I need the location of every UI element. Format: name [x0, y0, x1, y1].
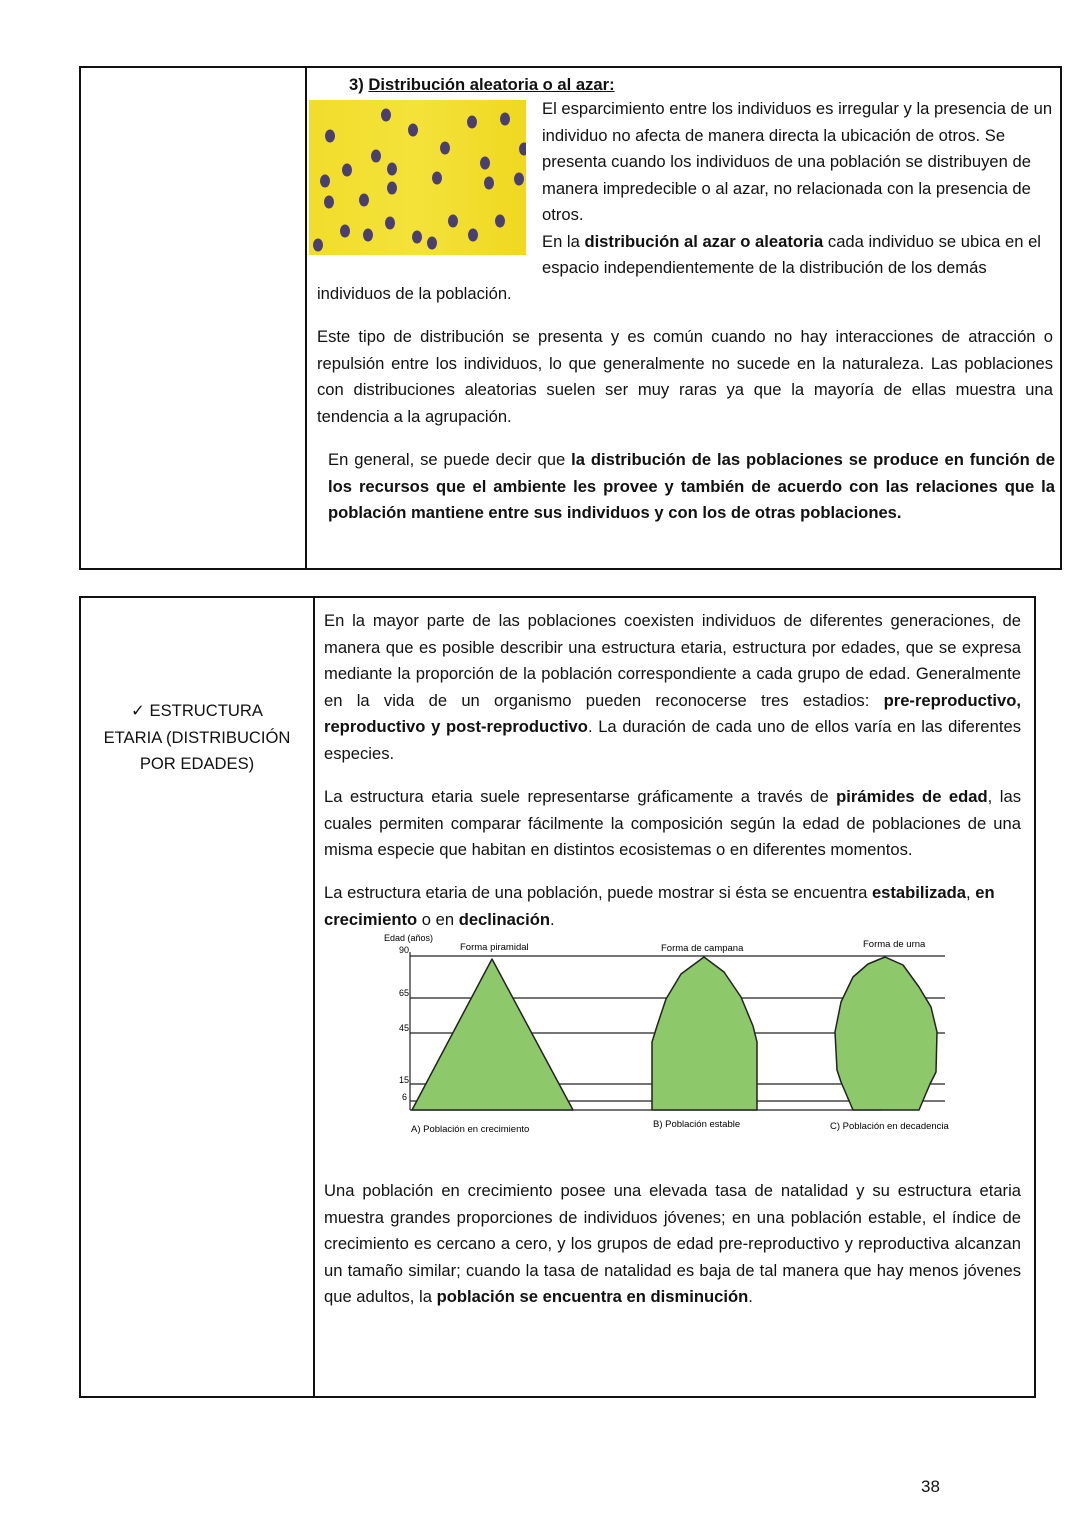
- age-pyramids-diagram: [379, 928, 969, 1138]
- dot: [480, 157, 490, 170]
- tick-45: 45: [399, 1023, 410, 1033]
- dot: [519, 143, 526, 156]
- table-right-cell: [307, 68, 1060, 568]
- paragraph: Este tipo de distribución se presenta y es común cuando no hay interacciones de atracción o repulsión entre los individuos, lo que generalmente no sucede en la naturaleza. Las poblaciones con distribuciones aleatorias suelen ser muy raras ya que la mayoría de ellas muestra una tendencia a la agrupación.: [317, 327, 1053, 426]
- section-label: ✓ ESTRUCTURA ETARIA (DISTRIBUCIÓN POR EDADES): [103, 701, 291, 773]
- dot: [387, 182, 397, 195]
- dot: [448, 215, 458, 228]
- dot: [371, 150, 381, 163]
- paragraph: En la mayor parte de las poblaciones coexisten individuos de diferentes generaciones, de manera que es posible describir una estructura etaria, estructura por edades, que se expresa mediante la proporción de la población correspondiente a cada grupo de edad. Generalmente en la vida de un organismo pueden reconocerse tres estadios: pre-reproductivo, reproductivo y post-reproductivo. La duración de cada uno de ellos varía en las diferentes especies.: [324, 611, 1022, 763]
- paragraph: Una población en crecimiento posee una elevada tasa de natalidad y su estructura etaria muestra grandes proporciones de individuos jóvenes; en una población estable, el índice de crecimiento es cercano a cero, y los grupos de edad pre-reproductivo y reproductiva alcanzan un tamaño similar; cuando la tasa de natalidad es baja de tal manera que hay menos jóvenes que adultos, la población se encuentra en disminución.: [324, 1181, 1021, 1306]
- table-age-structure: [79, 596, 1036, 1398]
- table-random-distribution: [79, 66, 1062, 570]
- tick-6: 6: [402, 1092, 408, 1102]
- dot: [387, 163, 397, 176]
- tick-65: 65: [399, 988, 410, 998]
- pyramid-shape: [412, 959, 573, 1110]
- paragraph: La estructura etaria de una población, puede mostrar si ésta se encuentra estabilizada, en crecimiento o en declinación.: [324, 883, 995, 929]
- page-number: 38: [921, 1477, 940, 1496]
- dots-illustration: [309, 100, 526, 255]
- dot: [484, 177, 494, 190]
- dot: [427, 237, 437, 250]
- dot: [381, 109, 391, 122]
- dot: [325, 130, 335, 143]
- dot: [324, 196, 334, 209]
- paragraph: El esparcimiento entre los individuos es irregular y la presencia de un individuo no afecta de manera directa la ubicación de otros. Se presenta cuando los individuos de una población se distribuyen de manera impredecible o al azar, no relacionada con la presencia de otros.: [542, 99, 1053, 224]
- paragraph: En la distribución al azar o aleatoria cada individuo se ubica en el espacio independientemente de la distribución de los demás: [542, 231, 1041, 277]
- shape-caption: A) Población en crecimiento: [411, 1124, 530, 1135]
- dot: [408, 124, 418, 137]
- dot: [467, 116, 477, 129]
- dot: [432, 172, 442, 185]
- summary-paragraph: En general, se puede decir que la distribución de las poblaciones se produce en función de los recursos que el ambiente les provee y también de acuerdo con las relaciones que la población mantiene entre sus individuos y con los de otras poblaciones.: [328, 450, 1055, 522]
- table-right-cell: [315, 598, 1034, 1396]
- table-left-cell: [81, 598, 315, 1396]
- tick-90: 90: [399, 945, 410, 955]
- dot: [363, 229, 373, 242]
- axis-label: Edad (años): [384, 933, 434, 943]
- dot: [440, 142, 450, 155]
- shape-caption: B) Población estable: [653, 1119, 741, 1130]
- tick-15: 15: [399, 1075, 410, 1085]
- paragraph: La estructura etaria suele representarse gráficamente a través de pirámides de edad, las cuales permiten comparar fácilmente la composición según la edad de poblaciones de una misma especie que habitan en distintos ecosistemas o en diferentes momentos.: [324, 787, 1021, 859]
- bell-shape: [652, 957, 757, 1110]
- shape-title: Forma piramidal: [460, 942, 529, 953]
- dot: [500, 113, 510, 126]
- dot: [313, 239, 323, 252]
- random-description: [542, 96, 1054, 282]
- dot: [320, 175, 330, 188]
- dot: [359, 194, 369, 207]
- urn-shape: [835, 957, 937, 1110]
- dot: [514, 173, 524, 186]
- paragraph-tail: individuos de la población.: [317, 284, 512, 303]
- dot: [385, 217, 395, 230]
- shape-caption: C) Población en decadencia: [830, 1121, 949, 1132]
- shape-title: Forma de urna: [863, 939, 926, 950]
- random-distribution-image: [309, 100, 526, 255]
- dot: [412, 231, 422, 244]
- table-left-cell: [81, 68, 307, 568]
- shape-title: Forma de campana: [661, 943, 744, 954]
- dot: [342, 164, 352, 177]
- dot: [468, 229, 478, 242]
- section-heading: 3) Distribución aleatoria o al azar:: [349, 75, 615, 94]
- dot: [340, 225, 350, 238]
- dot: [495, 215, 505, 228]
